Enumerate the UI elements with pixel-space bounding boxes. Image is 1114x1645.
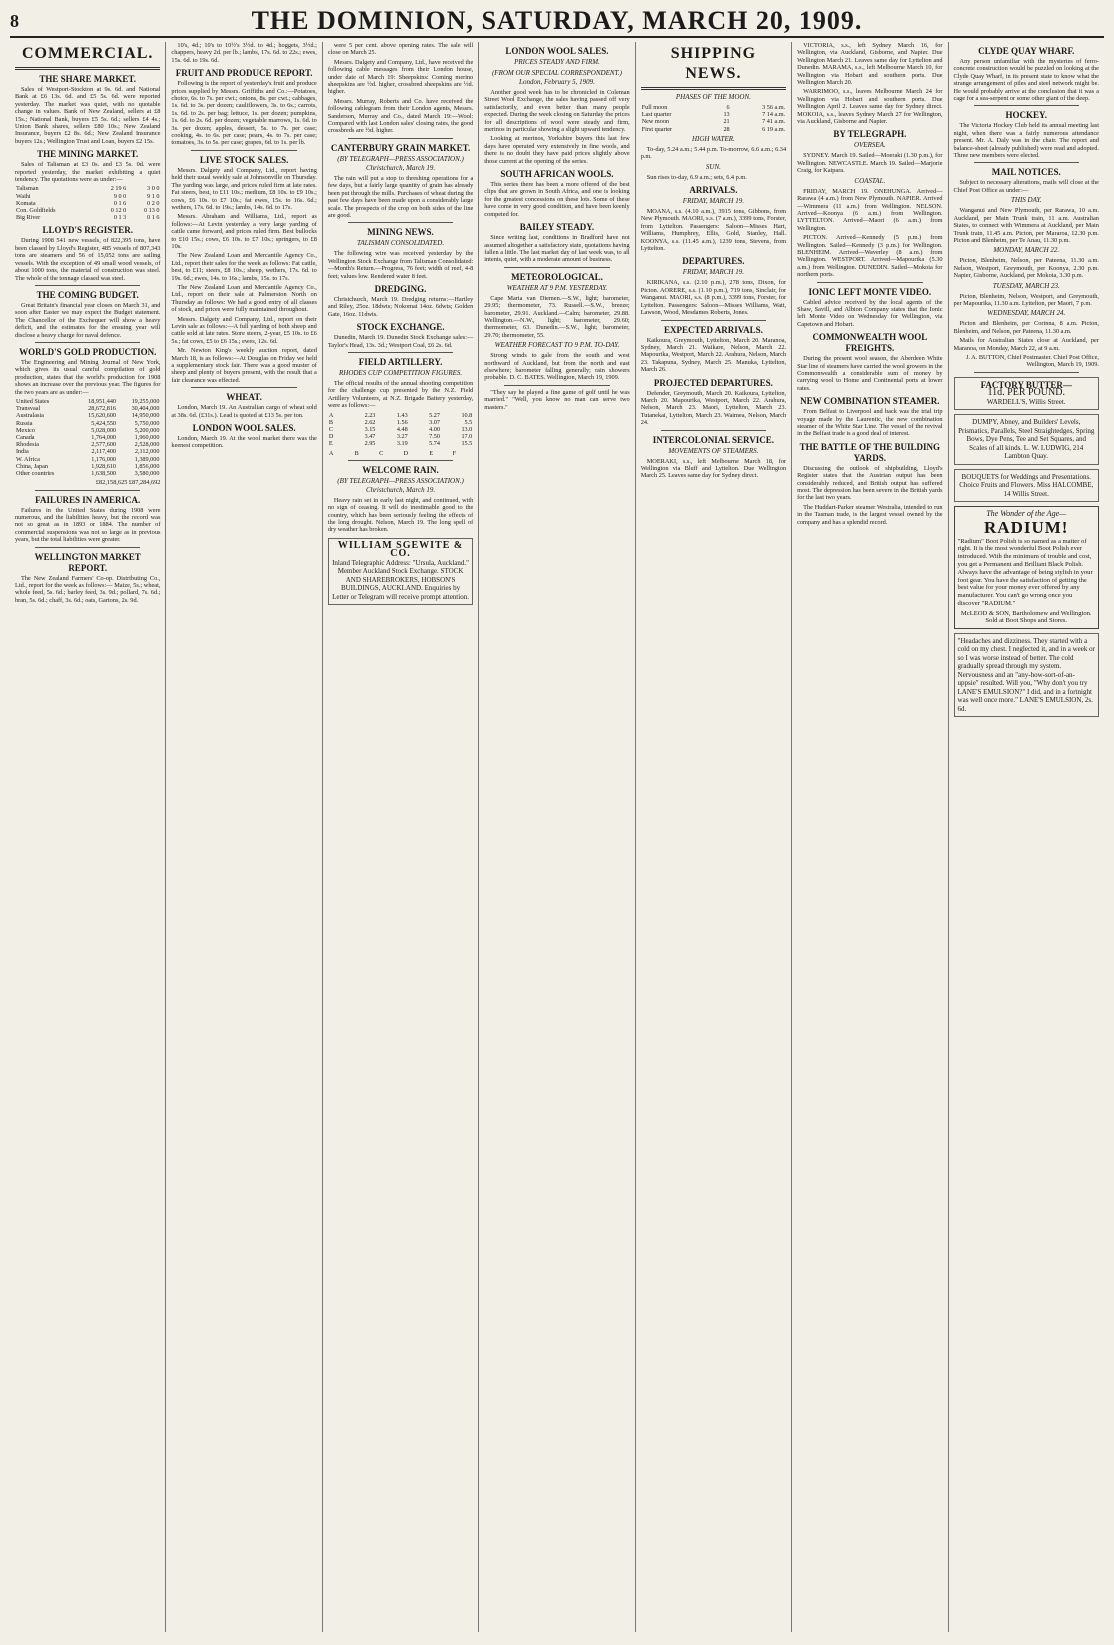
article-paragraph: Dunedin, March 19. Dunedin Stock Exchange sales:—Taylor's Head, 13s. 3d.; Westport Coal, £6 2s. 6d. — [327, 334, 474, 349]
article-paragraph: Picton, Blenheim, Nelson, Westport, and Greymouth, per Mapourika, 11.30 a.m. Lyttelton, per Maori, 7 p.m. — [953, 292, 1099, 307]
dateline: (BY TELEGRAPH—PRESS ASSOCIATION.) Christchurch, March 19. — [337, 476, 464, 494]
article-paragraph: Messrs. Dalgety and Company, Ltd., report on their Levin sale as follows:—A full yarding of both sheep and cattle sold at late rates. Store steers, 2-year, £5 10s. to £6 5s.; fat cows, £5 to £6 15s.; ewes, 12s. 6d. — [171, 315, 317, 345]
article-paragraph: The New Zealand Farmers' Co-op. Distributing Co., Ltd., report for the week as follows:— Maize, 5s.; wheat, whole feed, 5s. 6d.; barley feed, 3s. 9d.; pollard, 7s. 6d.; bran, 5s. 6d.; chaff, 3s. 6d.; oats, Gartons, 2s. 9d. — [15, 574, 161, 604]
instruments-advertisement: DUMPY, Abney, and Builders' Levels, Prismatics, Parallels, Steel Straightedges, Spring Bows, Dye Pens, Tee and Set Squares, and Scales of all kinds. L. W. LUDWIG, 214 Lambton Quay. — [954, 414, 1099, 465]
bouquets-advertisement: BOUQUETS for Weddings and Presentations. Choice Fruits and Flowers. Miss HALCOMBE, 14 Willis Street. — [954, 469, 1099, 503]
table-row: A 2.23 1.43 5.27 10.8 — [328, 411, 473, 419]
section-heading: THE COMING BUDGET. — [36, 289, 139, 300]
article-paragraph: Following is the report of yesterday's fruit and produce prices supplied by Messrs. Griffiths and Co.:—Potatoes, choice, 6s. to 7s. per cwt.; onions, 8s. per cwt.; cabbages, 1s. 6d. to 3s. per dozen; cauliflowers, 3s. to 6s.; carrots, 1s. 6d. to 2s. per bag; lettuce, 1s. per dozen; pumpkins, 1s. 6d. to 2s. 6d. per dozen; vegetable marrows, 1s. 6d. to 3s. per dozen; apples, dessert, 5s. to 7s. per case; cooking, 4s. to 6s. per case; pears, 4s. to 7s. per case; tomatoes, 3s. to 5s. per case; grapes, 6d. to 1s. per lb. — [171, 80, 317, 147]
article-paragraph: London, March 19. At the wool market there was the keenest competition. — [171, 435, 317, 450]
article-paragraph: Any person unfamiliar with the mysteries of ferro-concrete construction would be puzzled on looking at the Clyde Quay Wharf, in its present state to know what the strange arrangement of piles and steel network might be. He would probably arrive at the conclusion that it was a cage for a sea-serpent or some other giant of the deep. — [953, 58, 1099, 103]
section-heading: ARRIVALS. — [689, 185, 738, 196]
table-row: E 2.95 3.19 5.74 15.5 — [328, 440, 473, 448]
article-paragraph: Messrs. Dalgety and Company, Ltd., have received the following cable messages from their London house, under date of March 19: Sheepskins: Coming merino sheepskins are ½d. higher, crossbred sheepskins are ½d. higher. — [327, 58, 474, 96]
ad-title: WILLIAM SGEWITE & CO. — [337, 539, 464, 560]
subheading: MONDAY, MARCH 22. — [993, 246, 1060, 255]
subheading: WEDNESDAY, MARCH 24. — [987, 309, 1066, 318]
article-paragraph: During 1908 541 new vessels, of 822,395 tons, have been classed by Lloyd's Register, 485 vessels of 807,343 tons are steamers and 56 of 15,052 tons are sailing vessels. With the exception of 49 small wood vessels, of about 1000 tons, the material of construction was steel. The whole of the tonnage classed was steel. — [15, 237, 161, 282]
column-6 — [792, 42, 948, 1632]
article-paragraph: Subject to necessary alterations, mails will close at the Chief Post Office as under:— — [953, 179, 1099, 194]
section-heading: SOUTH AFRICAN WOOLS. — [500, 169, 614, 180]
subheading: COASTAL. — [854, 176, 886, 185]
section-heading: LONDON WOOL SALES. — [192, 423, 296, 434]
subheading: THIS DAY. — [1011, 196, 1042, 205]
section-heading: THE MINING MARKET. — [37, 149, 139, 160]
article-paragraph: Sun rises to-day, 6.9 a.m.; sets, 6.4 p.m. — [646, 173, 747, 181]
article-paragraph: MOANA, s.s. (4.10 a.m.), 3915 tons, Gibbons, from New Plymouth. MAORI, s.s. (7 a.m.), 3399 tons, Forster, from Lyttelton. Passengers: Saloon—Misses Hart, Williams, Humphrey, Ellis, Gold, Stanley, Hall. KOONYA, s.s. (11.45 a.m.), 1239 tons, Stevens, from Lyttelton. — [640, 208, 787, 253]
table-row: India 2,117,400 2,112,000 — [16, 448, 160, 456]
table-row: Last quarter 13 7 14 a.m. — [641, 111, 786, 119]
article-paragraph: KIRIKANA, s.s. (2.10 p.m.), 278 tons, Dixon, for Picton. AORERE, s.s. (1.10 p.m.), 719 tons, Sinclair, for Wanganui. MAORI, s.s. (8 p.m.), 3399 tons, Forster, for Lyttelton. Passengers: Saloon—Misses Williams, Watt, Lawson, Wood, Mesdames Roberts, Jones. — [640, 279, 787, 317]
article-paragraph: Wanganui and New Plymouth, per Rarawa, 10 a.m. Auckland, per Main Trunk train, 11 a.m. Australian States, to connect with Wimmera at Auckland, per Main Trunk train, 11.45 a.m. Picton, per Mararoa, 12.30 p.m. Picton and Blenheim, per Te Anau, 11.30 p.m. — [953, 207, 1099, 244]
emulsion-advertisement: "Headaches and dizziness. They started with a cold on my chest. I neglected it, and in a week or so I was worse instead of better. The cold gradually spread through my system. Nervousness and an "any-how-sort-of-an-uppsie" resulted. Will you, "Why don't you try LANE'S EMULSION?" I did, and in a fortnight was well once more." LANE'S EMULSION, 2s. 6d. — [954, 633, 1099, 718]
section-heading: IONIC LEFT MONTE VIDEO. — [808, 286, 932, 297]
table-row: Australasia 15,620,600 14,950,000 — [16, 412, 160, 420]
subheading: WEATHER AT 9 P.M. YESTERDAY. — [506, 283, 608, 292]
butter-advertisement — [954, 377, 1099, 411]
section-heading: BAILEY STEADY. — [519, 222, 595, 233]
section-heading: WORLD'S GOLD PRODUCTION. — [19, 346, 157, 357]
dateline: (FROM OUR SPECIAL CORRESPONDENT.) London, February 5, 1909. — [491, 69, 622, 86]
article-paragraph: Mails for Australian States close at Auckland, per Maranoa, on Monday, March 22, at 9 a.m. — [953, 337, 1099, 352]
percentage-table — [328, 450, 473, 457]
article-paragraph: Cape Maria van Diemen.—S.W., light; barometer, 29.95; thermometer, 73. Russell.—S.W., breeze; barometer, 29.91. Auckland.—Calm; barometer, 29.88. Wellington.—N.W., light; barometer, 29.60; thermometer, 63. Dunedin.—S.W., light; barometer, 29.70; thermometer, 55. — [484, 294, 630, 339]
ad-body: "Radium" Boot Polish is so named as a matter of right. It is the most wonderful Boot Polish ever introduced. With the minimum of trouble and cost, you get a Permanent and Brilliant Black Polish. Always have the advantage of being stylish in your foot gear. You have the satisfaction of getting the best value for your money ever offered by any manufacturer. You can't go wrong once you discover "RADIUM." — [957, 537, 1093, 608]
postmaster-signature: J. A. BUTTON, Chief Postmaster. Chief Post Office, Wellington, March 19, 1909. — [965, 353, 1099, 369]
table-row: Talisman 2 19 6 3 0 0 — [16, 185, 160, 193]
article-paragraph: The Huddart-Parker steamer Westralia, intended to run in the Tasman trade, is the largest vessel owned by the company and has a splendid record. — [797, 503, 943, 526]
article-paragraph: Failures in the United States during 1908 were numerous, and the liabilities heavy, but the record was not so great as in 1893 or 1884. The number of commercial suspensions was not so large as in previous years, but the total liabilities were greater. — [15, 506, 161, 544]
table-row: W. Africa 1,176,000 1,389,000 — [16, 455, 160, 463]
section-heading: THE BATTLE OF THE BUILDING YARDS. — [799, 441, 940, 463]
table-row: Mexico 5,028,000 5,200,000 — [16, 426, 160, 434]
section-heading: CANTERBURY GRAIN MARKET. — [330, 142, 471, 153]
section-heading: MINING NEWS. — [367, 227, 434, 238]
section-heading: HOCKEY. — [1005, 110, 1047, 121]
article-paragraph: Looking at merinos, Yorkshire buyers this last few days have operated very extensively in fine wools, and there is no doubt they have paid prices slightly above those current at the opening of the series. — [484, 135, 630, 165]
article-paragraph: WARRIMOO, s.s., leaves Melbourne March 24 for Wellington via Hobart and southern ports. Due Wellington April 2. Leaves same day for Sydney direct. MOKOIA, s.s., leaves Sydney March 27 for Wellington, via Auckland, Gisborne and Napier. — [797, 88, 943, 126]
table-row: Russia 5,424,550 5,750,000 — [16, 419, 160, 427]
section-heading: LLOYD'S REGISTER. — [42, 225, 133, 236]
table-row: Waihi 9 0 0 9 1 0 — [16, 192, 160, 200]
article-paragraph: The Victoria Hockey Club held its annual meeting last night, when there was a fairly numerous attendance present. Mr. A. Daly was in the chair. The report and balance-sheet (already published) were read and adopted. Three new members were elected. — [953, 122, 1099, 160]
article-paragraph: The rain will put a stop to threshing operations for a few days, but a fairly large quantity of grain has already been put through the mills. Purchases of wheat during the past few days have been made upon a considerably large scale. The prospects of the crop on both sides of the line are good. — [327, 174, 474, 219]
section-heading: THE SHARE MARKET. — [39, 74, 137, 84]
table-row: First quarter 28 6 19 a.m. — [641, 125, 786, 133]
article-paragraph: Great Britain's financial year closes on March 31, and soon after Easter we may expect the Budget statement. The Chancellor of the Exchequer will show a heavy deficit, and the estimates for the ensuing year will disclose a heavy charge for naval defence. — [15, 301, 161, 339]
article-paragraph: Picton, Blenheim, Nelson, per Pateena, 11.30 a.m. Nelson, Westport, Greymouth, per Koonya, 2.30 p.m. Napier, Gisborne, Auckland, per Mokoia, 3.30 p.m. — [953, 257, 1099, 280]
article-paragraph: VICTORIA, s.s., left Sydney March 16, for Wellington, via Auckland, Gisborne, and Napier. Due Wellington March 21. Leaves same day for Lyttelton and Dunedin. MARAMA, s.s., left Melbourne March 10, for Wellington via Hobart and southern ports. Due Wellington March 20. — [797, 42, 943, 87]
shipping-heading: SHIPPING NEWS. — [670, 45, 757, 82]
column-4 — [479, 42, 635, 1632]
section-heading: METEOROLOGICAL. — [511, 271, 603, 282]
subheading: HIGH WATER. — [691, 134, 735, 143]
commercial-heading: COMMERCIAL. — [21, 45, 154, 62]
article-paragraph: Messrs. Dalgety and Company, Ltd., report having held their usual weekly sale at Johnsonville on Thursday. The yarding was large, and prices ruled firm at late rates. Fat steers, best, to £11 10s.; medium, £8 10s. to £9 10s.; cows, £6 10s. to £7 10s.; fat ewes, 15s. to 16s. 6d.; wethers, 17s. 6d. to 19s.; lambs, 14s. 6d. to 17s. — [171, 166, 317, 211]
table-row: Con. Goldfields 0 12 0 0 13 0 — [16, 207, 160, 215]
subheading: RHODES CUP COMPETITION FIGURES. — [338, 368, 463, 377]
ad-price: 11d. PER POUND. — [987, 387, 1065, 399]
moon-table — [641, 104, 786, 133]
article-paragraph: Another good week has to be chronicled in Coleman Street Wool Exchange, the sales having passed off very satisfactorily, and even better than many people expected. During the week closing on Saturday the prices for all descriptions of wool were steady and firm, merinos in particular showing a slight upward tendency. — [484, 89, 630, 134]
section-heading: EXPECTED ARRIVALS. — [663, 324, 763, 335]
section-heading: COMMONWEALTH WOOL FREIGHTS. — [812, 332, 928, 354]
section-heading: PROJECTED DEPARTURES. — [653, 377, 773, 388]
newspaper-title: THE DOMINION, SATURDAY, MARCH 20, 1909. — [251, 6, 863, 35]
section-heading: DEPARTURES. — [682, 256, 745, 267]
section-heading: MAIL NOTICES. — [991, 167, 1061, 178]
article-paragraph: PICTON. Arrived—Kennedy (5 p.m.) from Wellington. Sailed—Kennedy (3 p.m.) for Wellington. BLENHEIM. Arrived—Waverley (8 a.m.) from Wellington. WESTPORT. Arrived—Mapourika (5.30 a.m.) from Wellington. DUNEDIN. Sailed—Mokoia for northern ports. — [797, 234, 943, 279]
subheading: SUN. — [705, 162, 721, 171]
battery-table — [328, 412, 473, 448]
article-paragraph: Heavy rain set in early last night, and continued, with no sign of ceasing. It will do inestimable good to the country, which has been seriously feeling the effects of the long drought. Nelson, March 19. The long spell of dry weather has broken. — [327, 496, 474, 534]
dateline: FRIDAY, MARCH 19. — [682, 268, 744, 277]
table-row: Big River 0 1 3 0 1 6 — [16, 214, 160, 222]
dateline: (BY TELEGRAPH—PRESS ASSOCIATION.) Christchurch, March 19. — [337, 154, 464, 172]
broker-advertisement — [328, 538, 473, 606]
section-heading: STOCK EXCHANGE. — [356, 322, 445, 333]
section-heading: LIVE STOCK SALES. — [199, 154, 289, 165]
article-paragraph: Christchurch, March 19. Dredging returns:—Hartley and Riley, 25oz. 18dwts; Nokomai 14oz. 6dwts; Golden Gate, 16oz. 11dwts. — [327, 295, 474, 318]
page-number: 8 — [10, 10, 19, 31]
article-paragraph: The official results of the annual shooting competition for the challenge cup presented by the N.Z. Field Artillery Volunteers, at N.Z. Brigade Battery yesterday, were as follows:— — [327, 379, 474, 410]
article-paragraph: Strong winds to gale from the south and west northward of Auckland, but from the north and east elsewhere; barometer falling generally; rain showers probable. D. C. BATES. Wellington, March 19, 1909. — [484, 352, 630, 382]
section-heading: FAILURES IN AMERICA. — [35, 494, 141, 505]
subheading: PHASES OF THE MOON. — [675, 93, 751, 101]
article-paragraph: "They say he played a fine game of golf until he was married." "Well, you know no man can serve two masters." — [484, 388, 630, 411]
article-paragraph: Mr. Newton King's weekly auction report, dated March 18, is as follows:—At Douglas on Friday we held a supplementary stock fair. There was a good muster of sheep and plenty of buyers present, with the result that a fair clearance was effected. — [171, 347, 317, 384]
ad-maker: McLEOD & SON, Bartholomew and Wellington. Sold at Boot Shops and Stores. — [960, 609, 1092, 625]
column-3 — [323, 42, 479, 1632]
article-paragraph: Messrs. Abraham and Williams, Ltd., report as follows:—At Levin yesterday a very large yarding of cattle came forward, and prices ruled firm. Best bullocks to £10 15s.; cows, £6 10s. to £7 10s.; springers, to £8 10s. — [171, 213, 317, 250]
section-heading: CLYDE QUAY WHARF. — [978, 46, 1075, 56]
article-paragraph: Kaikoura, Greymouth, Lyttelton, March 20. Maranoa, Sydney, March 21. Waikare, Nelson, March 22. Mapourika, Westport, March 22. Arahura, Nelson, March 23. Takapuna, Sydney, March 25. Manuka, Lyttelton, March 26. — [640, 336, 787, 374]
table-row: Other countries 1,638,500 3,580,000 — [16, 470, 160, 478]
gold-total: £82,158,625 £87,284,692 — [95, 479, 161, 487]
article-paragraph: Picton and Blenheim, per Corinna, 8 a.m. Picton, Blenheim, and Nelson, per Pateena, 11.30 a.m. — [953, 320, 1099, 335]
article-paragraph: Discussing the outlook of shipbuilding, Lloyd's Register states that the Austrian output has been considerably reduced, and British output has suffered most. The depression has been severe in the British yards for the last two years. — [797, 464, 943, 502]
gold-table — [15, 398, 160, 477]
article-paragraph: MOERAKI, s.s., left Melbourne March 18, for Wellington via Bluff and Lyttelton. Due Wellington March 25. Leaves same day for Sydney direct. — [640, 457, 787, 480]
section-heading: WELLINGTON MARKET REPORT. — [34, 551, 141, 573]
article-paragraph: From Belfast to Liverpool and back was the trial trip voyage made by the Laurentic, the new combination steamer of the White Star Line. The vessel of the revival in the Belfast trade is a good deal of interest. — [797, 408, 943, 438]
column-1 — [10, 42, 166, 1632]
article-paragraph: were 5 per cent. above opening rates. The sale will close on March 25. — [327, 42, 474, 57]
article-paragraph: The New Zealand Loan and Mercantile Agency Co., Ltd., report on their sale at Palmerston North on Thursday as follows: We had a good entry of all classes of stock, and prices were fully maintained throughout. — [171, 283, 317, 314]
subheading: PRICES STEADY AND FIRM. — [514, 58, 600, 66]
article-paragraph: FRIDAY, MARCH 19. ONEHUNGA. Arrived—Rarawa (4 a.m.) from New Plymouth. NAPIER. Arrived—Wimmera (11 a.m.) from Wellington. NELSON. Arrived—Koonya (6 a.m.) from Wellington. LYTTELTON. Arrived—Maori (6 a.m.) from Wellington. — [797, 187, 943, 232]
table-row: Canada 1,764,000 1,960,000 — [16, 434, 160, 441]
section-heading: FIELD ARTILLERY. — [358, 356, 443, 367]
table-row: Rhodesia 2,577,600 2,528,000 — [16, 441, 160, 449]
radium-advertisement — [954, 506, 1099, 628]
article-paragraph: The following wire was received yesterday by the Wellington Stock Exchange from Talisman Consolidated:—Month's Return.—Progress, 76 feet; width of reef, 4-8 feet; values low. Rendered water 8 feet. — [327, 250, 474, 280]
article-paragraph: 10's, 4d.; 10's to 10½'s 3½d. to 4d.; hoggets, 3½d.; chappers, heavy 2d. per lb.; lambs, 17s. 6d. to 22s.; ewes, 15s. 6d. to 19s. 6d. — [171, 42, 317, 64]
ad-title: FACTORY BUTTER— — [980, 379, 1072, 390]
ad-tagline: The Wonder of the Age— — [986, 509, 1067, 519]
article-paragraph: Since writing last, conditions in Bradford have not assumed altogether a satisfactory state, quotations having fallen a little. The last market day of last week was, to all intents, quiet, with a moderate amount of business. — [484, 234, 630, 264]
mining-table — [15, 185, 160, 221]
table-row: D 3.47 3.27 7.50 17.0 — [328, 433, 473, 441]
article-paragraph: Cabled advice received by the local agents of the Shaw, Savill, and Albion Company states that the Ionic left Monte Video on Wednesday for Wellington, via Capetown and Hobart. — [797, 298, 943, 328]
article-paragraph: The Engineering and Mining Journal of New York, which gives its usual careful compilation of gold production, states that the world's production for 1908 shows an increase over the previous year. The figures for the two years are as under:— — [15, 358, 161, 396]
article-paragraph: The New Zealand Loan and Mercantile Agency Co., Ltd., report their sales for the week as follows: Fat cattle, best, to £11; steers, £8 10s.; sheep, wethers, 17s. 6d. to 19s. 6d.; ewes, 14s. to 16s.; lambs, 15s. to 17s. — [171, 252, 317, 282]
article-paragraph: Sales of Westport-Stockton at 9s. 6d. and National Bank at £6 13s. 6d. and £5 5s. 6d. were reported yesterday. The market was quiet, with no quotable change in values. Bank of New Zealand, sellers at £8 15s.; National Bank, buyers £5 5s. 6d.; sellers £4 4s.; Union Bank shares, sellers £80 10s.; New Zealand Insurance, buyers £2 8s. 6d.; New Zealand Insurance buyers 12s.; Wellington Trust and Loan, buyers £2 15s. — [15, 86, 161, 145]
columns — [10, 42, 1104, 1632]
subheading: WEATHER FORECAST TO 9 P.M. TO-DAY. — [494, 341, 620, 350]
ad-shop: WARDELL'S, Willis Street. — [986, 397, 1066, 406]
table-row: A B C D E F — [328, 449, 456, 457]
article-paragraph: During the present wool season, the Aberdeen White Star line of steamers have carried the wool growers in the Commonwealth a considerable sum of money by carrying wool to Home and Continental ports at lower rates. — [797, 355, 943, 392]
table-row: Komata 0 1 6 0 2 0 — [16, 199, 160, 207]
section-heading: INTERCOLONIAL SERVICE. — [652, 434, 774, 445]
column-5 — [636, 42, 792, 1632]
dateline: FRIDAY, MARCH 19. — [682, 197, 744, 206]
subheading: OVERSEA. — [853, 141, 886, 150]
section-heading: WELCOME RAIN. — [362, 464, 439, 475]
subheading: TALISMAN CONSOLIDATED. — [356, 239, 445, 248]
table-row: B 2.62 1.56 3.07 5.5 — [328, 418, 473, 426]
masthead — [10, 6, 1104, 38]
section-heading: NEW COMBINATION STEAMER. — [800, 396, 940, 407]
section-heading: BY TELEGRAPH. — [833, 129, 907, 140]
article-paragraph: This series there has been a more offered of the best clips that are grown in South Africa, and one is looking for the greatest concessions on these lots. Some of these have come in very good condition, and have been keenly competed for. — [484, 181, 630, 218]
article-paragraph: SYDNEY. March 19. Sailed—Moeraki (1.30 p.m.), for Wellington. NEWCASTLE. March 19. Sailed—Marjorie Craig, for Kaipara. — [797, 152, 943, 175]
table-row: China, Japan 1,928,610 1,856,000 — [16, 462, 160, 470]
ad-body: Inland Telegraphic Address: "Ursula, Auckland." Member Auckland Stock Exchange. STOCK AND SHAREBROKERS, HOBSON'S BUILDINGS, AUCKLAND. Enquiries by Letter or Telegram will receive prompt attention. — [332, 558, 469, 601]
article-paragraph: Messrs. Murray, Roberts and Co. have received the following cablegram from their London agents, Messrs. Sanderson, Murray and Co., dated March 19:—Wool: Compared with last London sales' closing rates, the good crossbreds are ½d. higher. — [327, 97, 474, 135]
article-paragraph: London, March 19. An Australian cargo of wheat sold at 38s. 6d. (£31s.). Lead is quoted at £13 5s. per ton. — [171, 404, 317, 419]
table-row: New moon 21 7 41 a.m. — [641, 118, 786, 126]
article-paragraph: Sales of Talisman at £3 0s. and £3 5s. 0d. were reported yesterday, the market exhibiting a quiet tendency. The quotations were as under:— — [15, 161, 161, 184]
ad-title: RADIUM! — [984, 517, 1069, 537]
subheading: TUESDAY, MARCH 23. — [992, 281, 1060, 290]
column-2 — [166, 42, 322, 1632]
table-row: United States 18,951,440 19,255,000 — [16, 397, 160, 405]
article-paragraph: Defender, Greymouth, March 20. Kaikoura, Lyttelton, March 20. Mapourika, Westport, March 22. Arahura, Nelson, March 23. Maori, Lyttelton, March 23. Tutanekai, Lyttelton, March 23. Waimea, Nelson, March 24. — [640, 389, 787, 427]
section-heading: DREDGING. — [374, 283, 427, 294]
section-heading: LONDON WOOL SALES. — [505, 46, 609, 56]
table-row: Full moon 6 3 56 a.m. — [641, 104, 786, 111]
table-row: C 3.15 4.48 4.00 13.0 — [328, 426, 473, 433]
article-paragraph: To-day, 5.24 a.m.; 5.44 p.m. To-morrow, 6.6 a.m.; 6.34 p.m. — [640, 145, 787, 161]
subheading: MOVEMENTS OF STEAMERS. — [668, 446, 759, 455]
section-heading: FRUIT AND PRODUCE REPORT. — [175, 68, 313, 79]
section-heading: WHEAT. — [226, 392, 262, 403]
table-row: Transvaal 28,672,816 30,404,000 — [16, 405, 160, 413]
column-7 — [949, 42, 1104, 1632]
